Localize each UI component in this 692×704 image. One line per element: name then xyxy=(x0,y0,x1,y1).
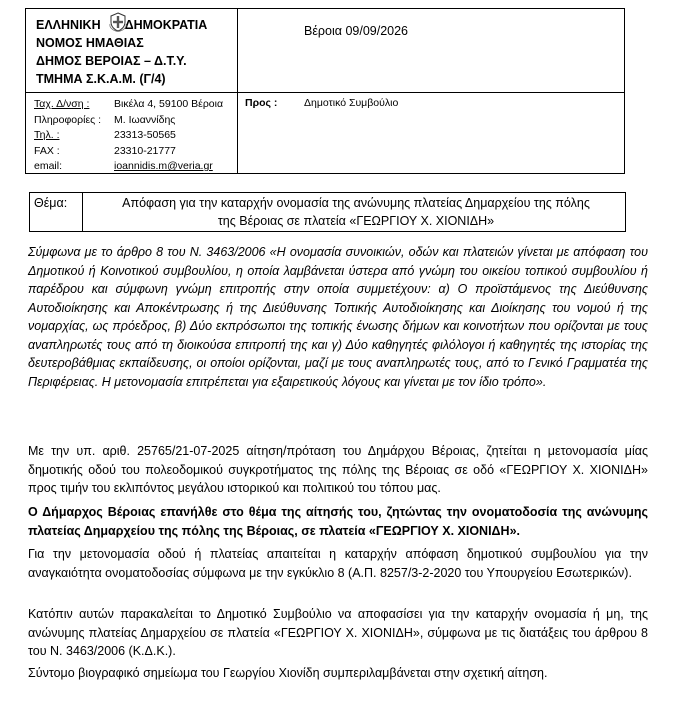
coat-of-arms-icon xyxy=(109,12,127,32)
info-value: Μ. Ιωαννίδης xyxy=(114,113,176,126)
document-date: Βέροια 09/09/2026 xyxy=(304,24,409,38)
contact-row-address xyxy=(34,97,223,113)
contact-details xyxy=(34,97,223,175)
org-line-prefecture: ΝΟΜΟΣ ΗΜΑΘΙΑΣ xyxy=(36,36,144,50)
subject-text xyxy=(89,194,623,230)
org-line-department: ΤΜΗΜΑ Σ.Κ.Α.Μ. (Γ/4) xyxy=(36,72,166,86)
info-label: Πληροφορίες : xyxy=(34,113,102,126)
contact-row-info xyxy=(34,113,223,129)
recipient-value: Δημοτικό Συμβούλιο xyxy=(304,97,399,109)
contact-row-fax xyxy=(34,144,223,160)
mayor-request-paragraph: Ο Δήμαρχος Βέροιας επανήλθε στο θέμα της αίτησής του, ζητώντας την ονοματοδοσία της ανώνυμης πλατείας Δημαρχείου της πόλης της Βέροιας, σε πλατεία «ΓΕΩΡΓΙΟΥ Χ. ΧΙΟΝΙΔΗ». xyxy=(28,505,648,538)
request-paragraph: Με την υπ. αριθ. 25765/21-07-2025 αίτηση/πρόταση του Δημάρχου Βέροιας, ζητείται η μετονομασία μίας δημοτικής οδού του πολεοδομικού συγκροτήματος της πόλης της Βέροιας σε οδό «ΓΕΩΡΓΙΟΥ Χ. ΧΙΟΝΙΔΗ» προς τιμήν του εκλιπόντος μεγάλου ιστορικού και πολιτικού του τόπου μας. xyxy=(28,444,648,495)
org-line-republic: ΔΗΜΟΚΡΑΤΙΑ xyxy=(124,18,208,32)
procedure-paragraph: Για την μετονομασία οδού ή πλατείας απαιτείται η καταρχήν απόφαση δημοτικού συμβουλίου για την αναγκαιότητα ονοματοδοσίας σύμφωνα με την εγκύκλιο 8 (Α.Π. 8257/3-2-2020 του Υπουργείου Εσωτερικών). xyxy=(28,547,648,580)
header-divider-vertical xyxy=(237,8,238,174)
subject-divider xyxy=(82,192,83,232)
header-divider-horizontal xyxy=(25,92,625,93)
subject-label: Θέμα: xyxy=(34,196,68,210)
recipient-label: Προς : xyxy=(245,97,278,109)
phone-label: Τηλ. : xyxy=(34,129,60,141)
subject-line-2: της Βέροιας σε πλατεία «ΓΕΩΡΓΙΟΥ Χ. ΧΙΟΝΙΔΗ» xyxy=(217,214,495,228)
address-value: Βικέλα 4, 59100 Βέροια xyxy=(114,98,224,110)
org-line-municipality: ΔΗΜΟΣ ΒΕΡΟΙΑΣ – Δ.Τ.Υ. xyxy=(36,54,187,68)
phone-value: 23313-50565 xyxy=(114,129,176,141)
org-line-greek: ΕΛΛΗΝΙΚΗ xyxy=(36,18,101,32)
email-link[interactable]: ioannidis.m@veria.gr xyxy=(114,160,213,172)
contact-row-phone xyxy=(34,128,223,144)
address-label: Ταχ. Δ/νση : xyxy=(34,98,90,110)
legal-basis-paragraph: Σύμφωνα με το άρθρο 8 του Ν. 3463/2006 «Η ονομασία συνοικιών, οδών και πλατειών γίνεται με απόφαση του Δημοτικού ή Κοινοτικού συμβουλίου, η οποία λαμβάνεται ύστερα από γνώμη του οικείου τοπικού συμβουλίου ή παρέδρου και σύμφωνη γνώμη επιτροπής στην οποία συμμετέχουν: α) Ο προϊστάμενος της Διεύθυνσης Αυτοδιοίκησης και Αποκέντρωσης ή της Διεύθυνσης Τοπικής Αυτοδιοίκησης και Διοίκησης του νομού ή της νομαρχίας, ως πρόεδρος, β) Δύο εκπρόσωποι της τοπικής ένωσης δήμων και κοινοτήτων που ορίζονται με τους αναπληρωτές τους από τη διοικούσα επιτροπή της και γ) Δύο καθηγητές φιλόλογοι ή καθηγητές της ιστορίας της δευτεροβάθμιας εκπαίδευσης, οι οποίοι ορίζονται, μαζί με τους αναπληρωτές τους, από το Γενικό Γραμματέα της Περιφέρειας. Η μετονομασία επιτρέπεται για εξαιρετικούς λόγους και γίνεται με τον ίδιο τρόπο». xyxy=(28,245,648,389)
email-label: email: xyxy=(34,160,63,172)
biography-note-paragraph: Σύντομο βιογραφικό σημείωμα του Γεωργίου Χιονίδη συμπεριλαμβάνεται στην σχετική αίτηση. xyxy=(28,666,548,680)
council-request-paragraph: Κατόπιν αυτών παρακαλείται το Δημοτικό Συμβούλιο να αποφασίσει για την καταρχήν ονομασία ή μη, της ανώνυμης πλατείας Δημαρχείου σε πλατεία «ΓΕΩΡΓΙΟΥ Χ. ΧΙΟΝΙΔΗ», σύμφωνα με τις διατάξεις του άρθρου 8 του Ν. 3463/2006 (Κ.Δ.Κ.). xyxy=(28,607,648,658)
subject-line-1: Απόφαση για την καταρχήν ονομασία της ανώνυμης πλατείας Δημαρχείου της πόλης xyxy=(122,196,590,210)
fax-value: 23310-21777 xyxy=(114,144,176,157)
contact-row-email xyxy=(34,159,223,175)
fax-label: FAX : xyxy=(34,144,60,157)
